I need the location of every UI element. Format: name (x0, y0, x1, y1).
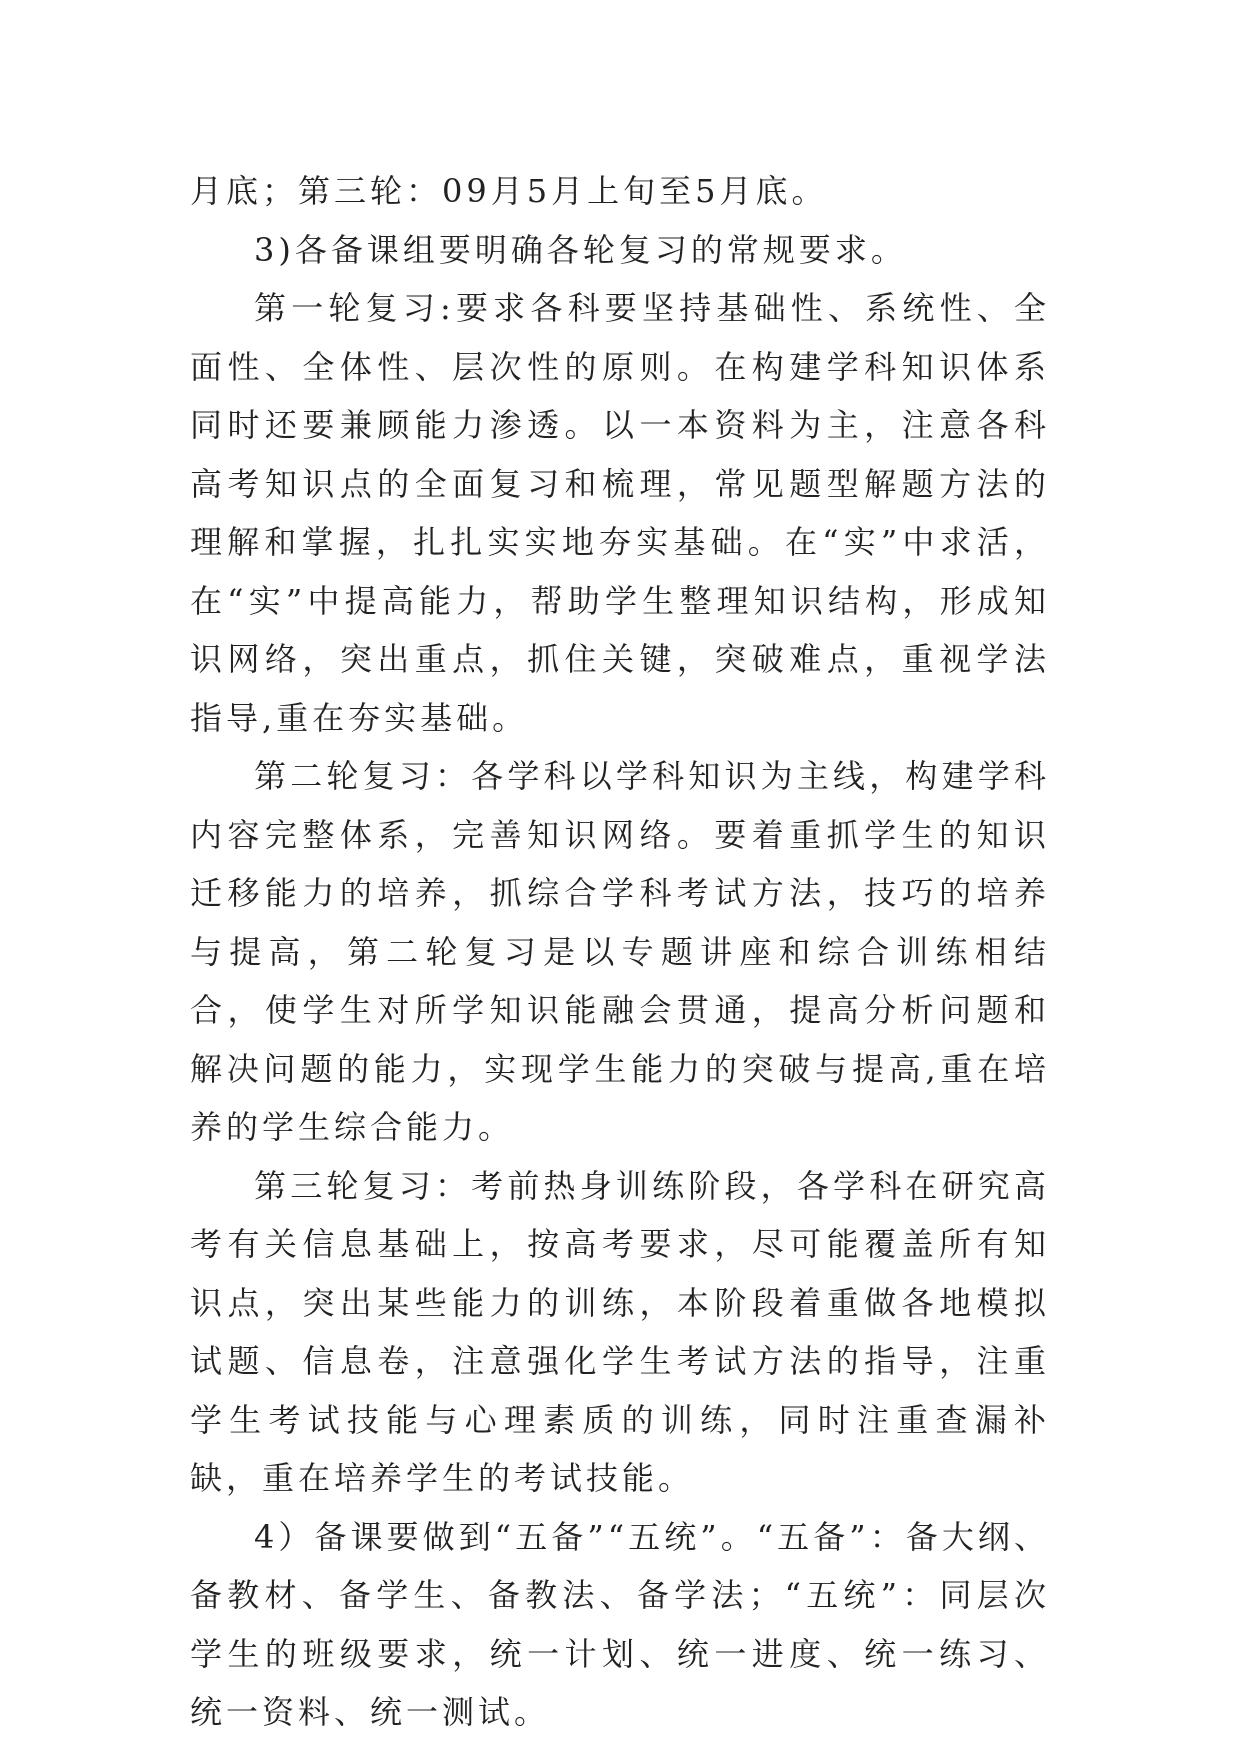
paragraph-second-round: 第二轮复习：各学科以学科知识为主线，构建学科内容完整体系，完善知识网络。要着重抓学生的知识迁移能力的培养，抓综合学科考试方法，技巧的培养与提高，第二轮复习是以专题讲座和综合训练相结合，使学生对所学知识能融会贯通，提高分析问题和解决问题的能力，实现学生能力的突破与提高,重在培养的学生综合能力。 (190, 757, 1050, 1146)
paragraph-first-round: 第一轮复习:要求各科要坚持基础性、系统性、全面性、全体性、层次性的原则。在构建学科知识体系同时还要兼顾能力渗透。以一本资料为主，注意各科高考知识点的全面复习和梳理，常见题型解题方法的理解和掌握，扎扎实实地夯实基础。在“实”中求活，在“实”中提高能力，帮助学生整理知识结构，形成知识网络，突出重点，抓住关键，突破难点，重视学法指导,重在夯实基础。 (190, 289, 1050, 737)
paragraph-requirements-heading: 3)各备课组要明确各轮复习的常规要求。 (254, 230, 907, 269)
paragraph-five-preparations: 4）备课要做到“五备”“五统”。“五备”：备大纲、备教材、备学生、备教法、备学法；“五统”：同层次学生的班级要求，统一计划、统一进度、统一练习、统一资料、统一测试。 (190, 1517, 1050, 1731)
paragraph-continuation: 月底；第三轮：09月5月上旬至5月底。 (190, 172, 828, 210)
document-body (190, 162, 1050, 1742)
paragraph-third-round: 第三轮复习：考前热身训练阶段，各学科在研究高考有关信息基础上，按高考要求，尽可能覆盖所有知识点，突出某些能力的训练，本阶段着重做各地模拟试题、信息卷，注意强化学生考试方法的指导，注重学生考试技能与心理素质的训练，同时注重查漏补缺，重在培养学生的考试技能。 (190, 1166, 1050, 1497)
